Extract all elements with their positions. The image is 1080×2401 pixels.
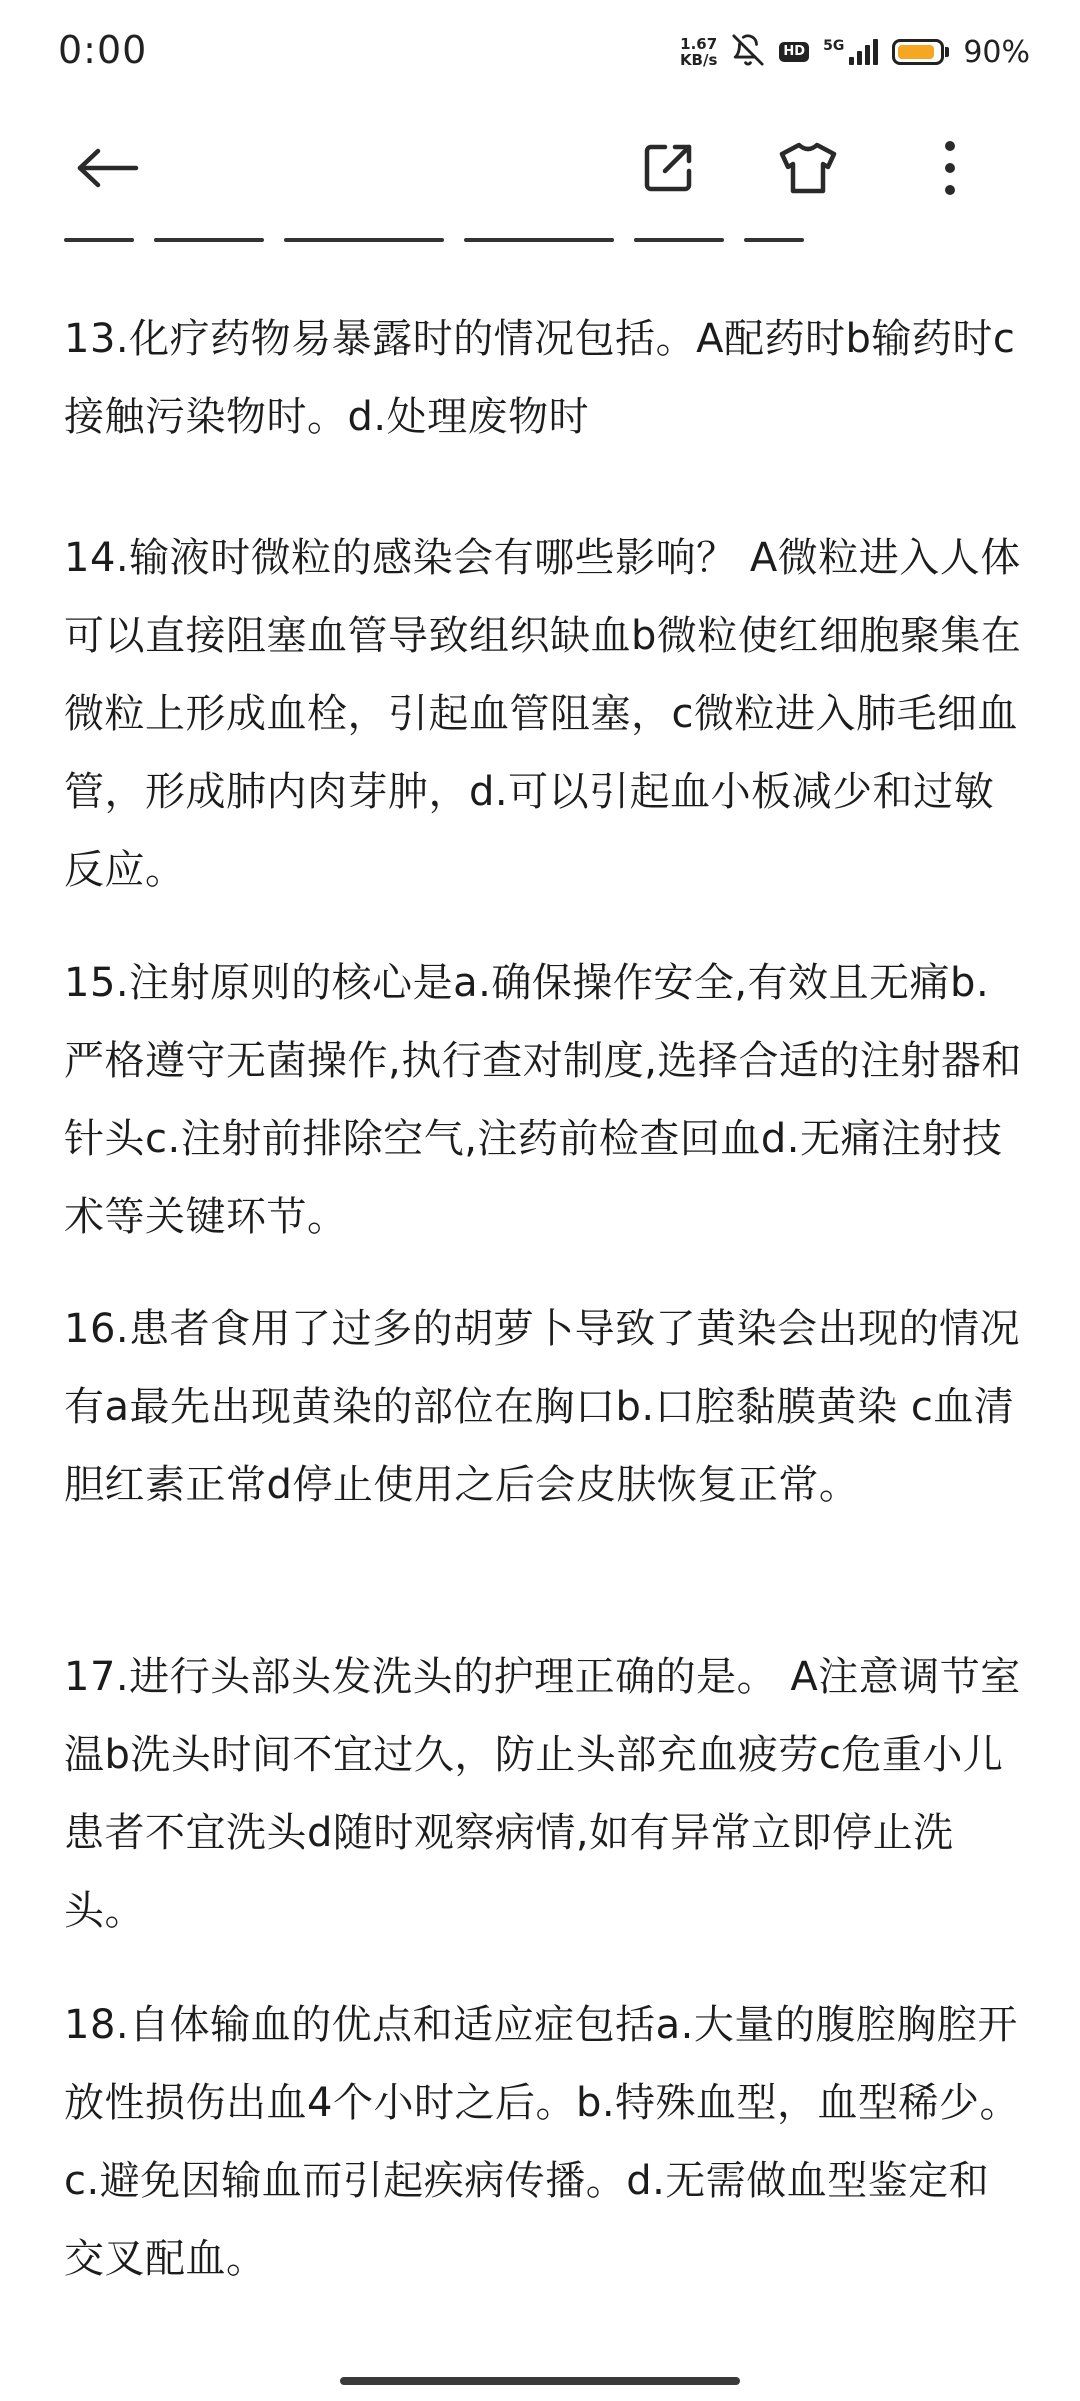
question-13: 13.化疗药物易暴露时的情况包括。A配药时b输药时c接触污染物时。d.处理废物时	[64, 316, 1016, 440]
share-icon	[641, 141, 695, 199]
more-vertical-icon	[942, 140, 958, 200]
question-16: 16.患者食用了过多的胡萝卜导致了黄染会出现的情况有a最先出现黄染的部位在胸口b.口腔黏膜黄染 c血清胆红素正常d停止使用之后会皮肤恢复正常。	[64, 1306, 1021, 1508]
bell-muted-icon	[731, 33, 765, 71]
signal-bar	[849, 57, 854, 65]
signal-bar	[865, 45, 870, 65]
status-bar	[0, 0, 1080, 100]
question-18: 18.自体输血的优点和适应症包括a.大量的腹腔胸腔开放性损伤出血4个小时之后。b.特殊血型，血型稀少。c.避免因输血而引起疾病传播。d.无需做血型鉴定和交叉配血。	[64, 2002, 1021, 2282]
signal-label: 5G	[823, 38, 845, 54]
battery-body	[892, 39, 944, 65]
battery-fill	[898, 45, 934, 59]
signal-bar	[873, 39, 878, 65]
question-14: 14.输液时微粒的感染会有哪些影响？ A微粒进入人体可以直接阻塞血管导致组织缺血b微粒使红细胞聚集在微粒上形成血栓，引起血管阻塞，c微粒进入肺毛细血管，形成肺内肉芽肿，d.可以引起血小板减少和过敏反应。	[64, 535, 1022, 893]
share-button[interactable]	[628, 130, 708, 210]
scrolled-text-fragment	[64, 234, 844, 244]
question-15: 15.注射原则的核心是a.确保操作安全,有效且无痛b.严格遵守无菌操作,执行查对制度,选择合适的注射器和针头c.注射前排除空气,注药前检查回血d.无痛注射技术等关键环节。	[64, 960, 1022, 1240]
status-icons	[680, 30, 1030, 74]
home-indicator[interactable]	[340, 2377, 740, 2385]
network-speed	[680, 36, 717, 68]
question-17: 17.进行头部头发洗头的护理正确的是。 A注意调节室温b洗头时间不宜过久，防止头部充血疲劳c危重小儿患者不宜洗头d随时观察病情,如有异常立即停止洗头。	[64, 1654, 1021, 1934]
hd-badge: HD	[779, 42, 809, 62]
arrow-left-icon	[76, 148, 140, 192]
network-speed-unit: KB/s	[679, 51, 718, 69]
battery-tip	[945, 47, 949, 57]
battery-percent: 90%	[963, 34, 1030, 70]
theme-button[interactable]	[768, 130, 848, 210]
top-toolbar	[0, 110, 1080, 230]
more-options-button[interactable]	[910, 130, 990, 210]
status-time: 0:00	[58, 28, 148, 72]
network-speed-value: 1.67	[680, 35, 718, 53]
back-button[interactable]	[68, 130, 148, 210]
signal-bar	[857, 51, 862, 65]
cellular-signal-icon	[823, 39, 878, 65]
battery-icon	[892, 39, 949, 65]
shirt-icon	[778, 141, 838, 199]
